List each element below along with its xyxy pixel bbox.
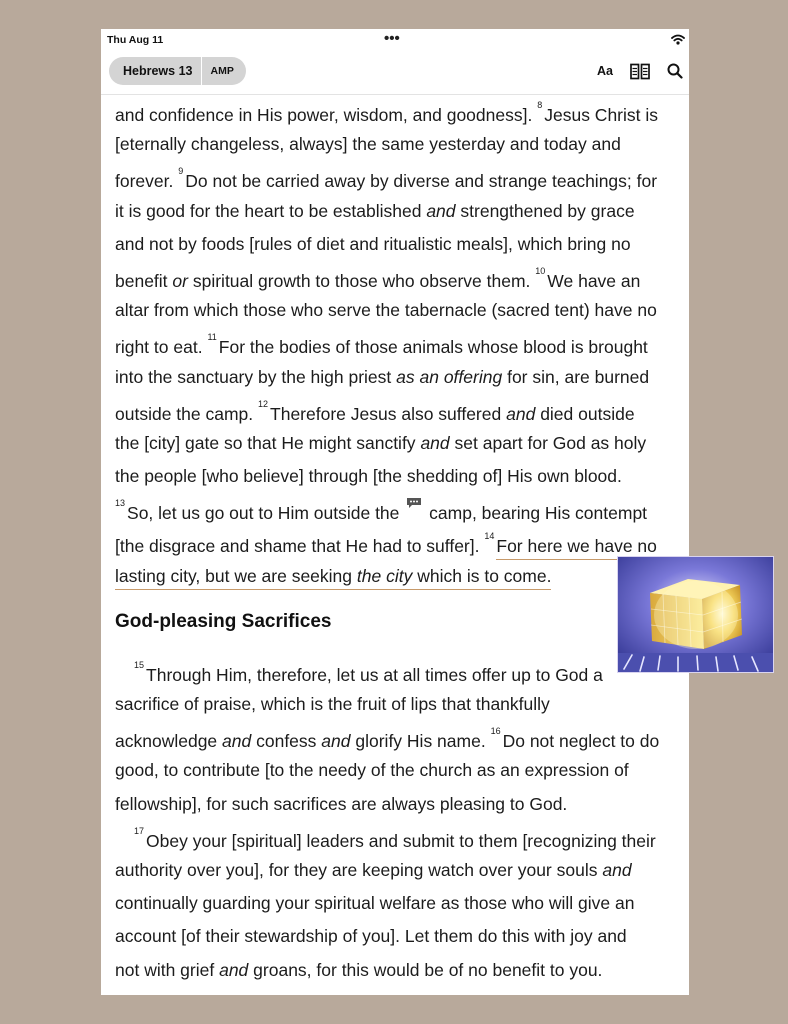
text-line: the [city] gate so that He might sanctify and set apart for God as holy — [115, 432, 647, 453]
font-settings-button[interactable]: Aa — [597, 64, 613, 78]
wifi-icon — [671, 34, 685, 45]
verse-number[interactable]: 16 — [490, 726, 501, 737]
highlighted-text[interactable]: lasting city, but we are seeking the city which is to come. — [115, 566, 551, 590]
passage-text — [115, 95, 685, 987]
text-line: not with grief and groans, for this would be of no benefit to you. — [115, 959, 603, 980]
text-line: the people [who believe] through [the shedding of] His own blood. — [115, 466, 622, 487]
verse-number[interactable]: 14 — [484, 531, 495, 542]
verse-number[interactable]: 8 — [537, 100, 543, 110]
text-line: $^{17}$ Obey your [spiritual] leaders and submit to them [recognizing their — [134, 825, 656, 851]
text-line: outside the camp. $^{12}$ Therefore Jesus also suffered and died outside — [115, 398, 635, 424]
status-bar — [101, 29, 689, 51]
text-line: [the disgrace and shame that He had to suffer]. $^{14}$ For here we have no — [115, 526, 685, 559]
section-heading: God-pleasing Sacrifices — [115, 610, 332, 632]
text-line: account [of their stewardship of you]. Let them do this with joy and — [115, 926, 627, 947]
text-line: acknowledge and confess and glorify His name. $^{16}$ Do not neglect to do — [115, 726, 660, 752]
verse-note-icon[interactable] — [406, 497, 422, 509]
text-line: authority over you], for they are keeping watch over your souls and — [115, 859, 632, 880]
text-line: and confidence in His power, wisdom, and goodness]. $^8$ Jesus Christ is — [115, 100, 659, 125]
text-line: benefit or spiritual growth to those who observe them. $^{10}$ We have an — [115, 265, 641, 291]
text-line: and not by foods [rules of diet and ritualistic meals], which bring no — [115, 233, 631, 254]
text-line: good, to contribute [to the needy of the church as an expression of — [115, 760, 629, 781]
text-line: it is good for the heart to be established and strengthened by grace — [115, 200, 635, 221]
search-icon — [667, 63, 683, 79]
parallel-bible-button[interactable] — [629, 61, 651, 81]
verse-number[interactable]: 10 — [535, 265, 546, 276]
status-date: Thu Aug 11 — [107, 34, 164, 46]
text-line: [eternally changeless, always] the same yesterday and today and — [115, 134, 621, 155]
text-line: into the sanctuary by the high priest as an offering for sin, are burned — [115, 366, 650, 387]
version-button[interactable]: AMP — [210, 65, 234, 77]
text-line: continually guarding your spiritual welfare as those who will give an — [115, 893, 635, 914]
text-line: fellowship], for such sacrifices are always pleasing to God. — [115, 793, 568, 814]
text-line: right to eat. $^{11}$ For the bodies of those animals whose blood is brought — [115, 332, 648, 358]
highlighted-text[interactable]: For here we have no — [496, 536, 657, 560]
search-button[interactable] — [665, 61, 685, 81]
passage-selector — [109, 57, 246, 85]
verse-number[interactable]: 11 — [207, 332, 217, 343]
text-line: altar from which those who serve the tabernacle (sacred tent) have no — [115, 300, 657, 321]
multitasking-dots[interactable]: ••• — [384, 30, 400, 47]
book-chapter-button[interactable]: Hebrews 13 — [109, 57, 202, 85]
text-line: sacrifice of praise, which is the fruit of lips that thankfully — [115, 694, 550, 714]
glowing-city-cube-image — [617, 556, 774, 673]
text-line: $^{15}$ Through Him, therefore, let us at all times offer up to God a — [134, 659, 603, 685]
new-jerusalem-illustration — [618, 557, 774, 673]
verse-number[interactable]: 17 — [134, 825, 145, 836]
bible-reader-screen — [101, 29, 689, 995]
verse-number[interactable]: 13 — [115, 498, 126, 509]
verse-number[interactable]: 12 — [258, 398, 269, 409]
verse-number[interactable]: 15 — [134, 659, 145, 670]
reader-toolbar — [101, 51, 689, 95]
text-line: $^{13}$ So, let us go out to Him outside the camp, bearing His contempt — [115, 498, 648, 524]
verse-number[interactable]: 9 — [178, 166, 184, 177]
parallel-bible-icon — [630, 63, 650, 80]
text-line: forever. $^9$ Do not be carried away by diverse and strange teachings; for — [115, 166, 658, 192]
text-line — [115, 560, 685, 593]
